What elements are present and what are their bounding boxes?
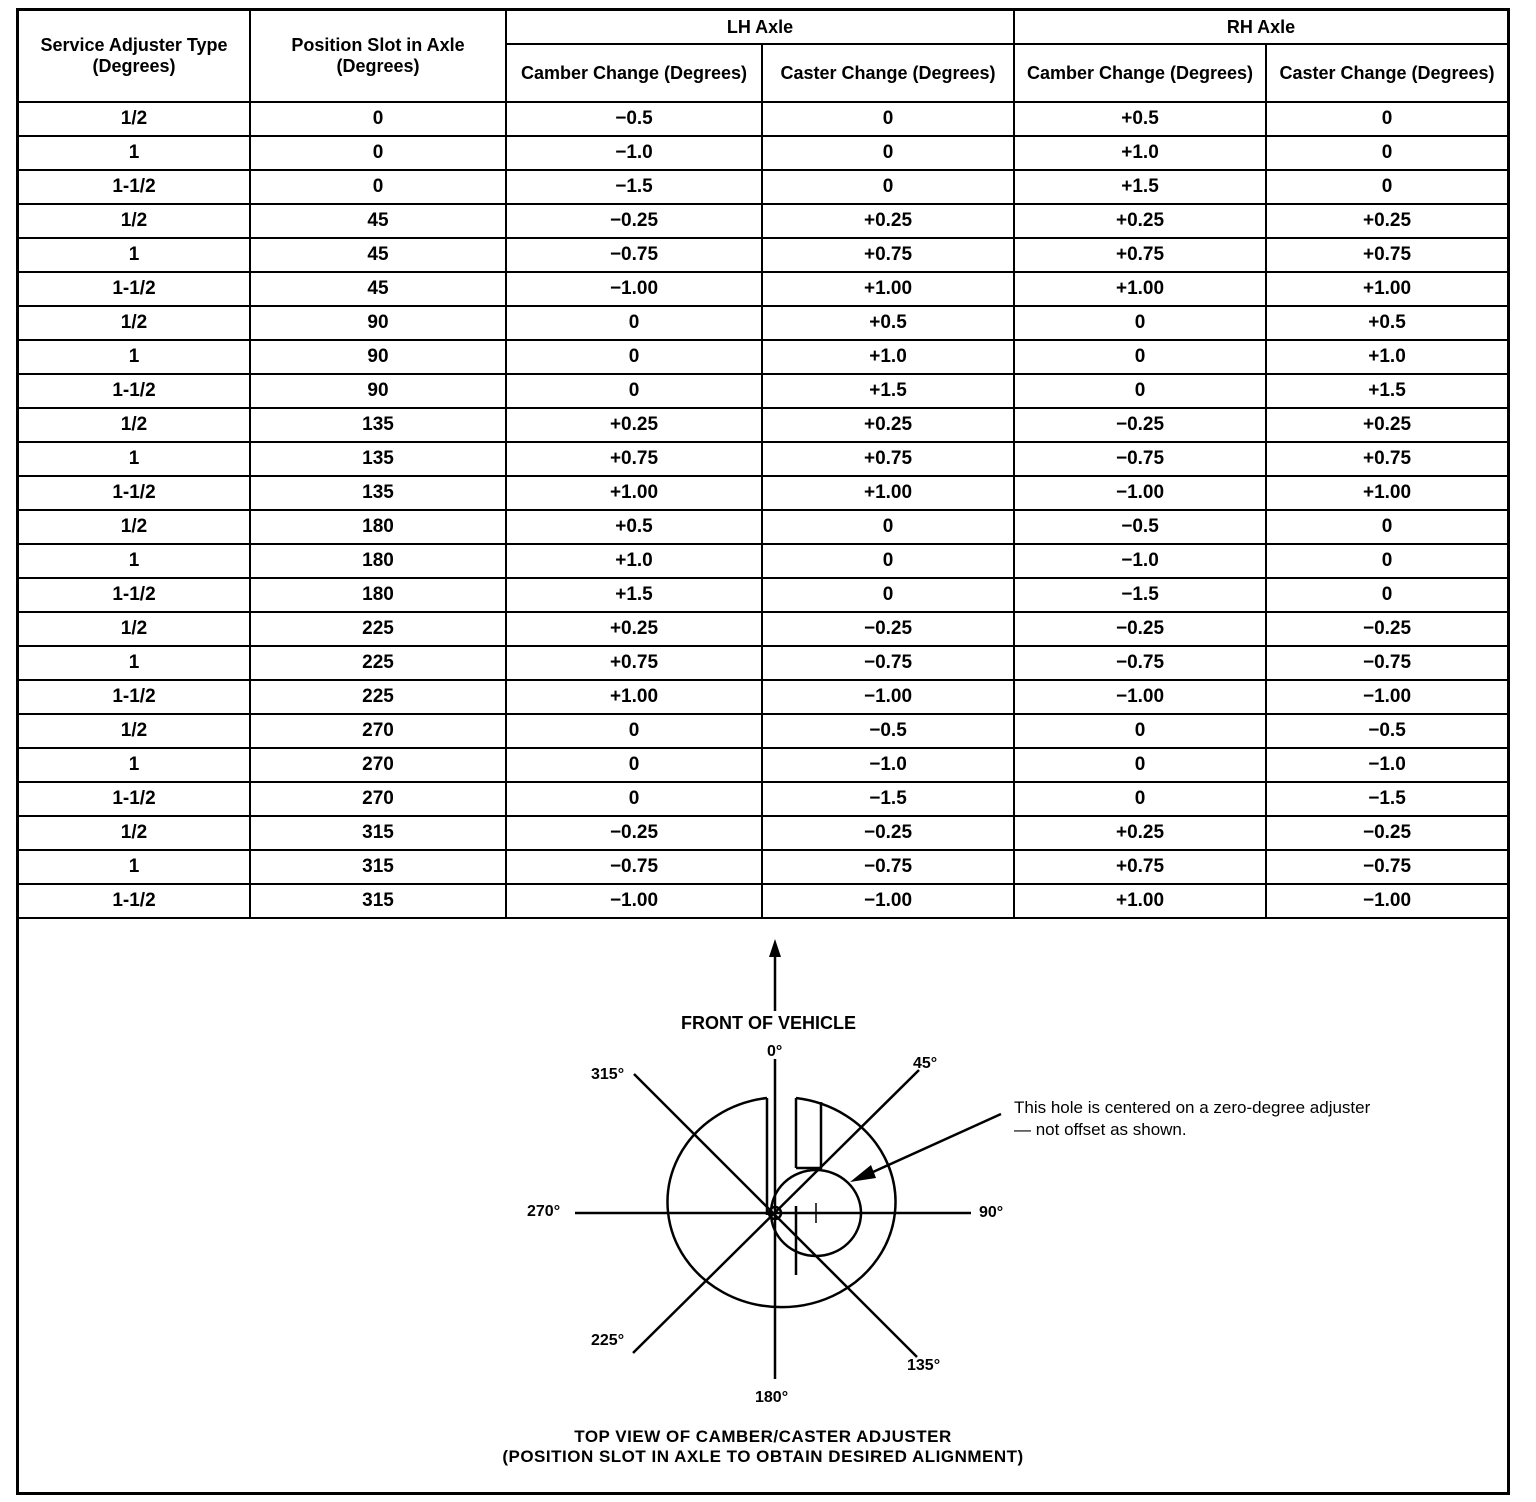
slot-inner-edge (796, 1102, 821, 1168)
cell-lh-caster: +1.00 (762, 272, 1014, 306)
cell-rh-camber: +1.5 (1014, 170, 1266, 204)
cell-lh-caster: −0.5 (762, 714, 1014, 748)
cell-rh-caster: −0.75 (1266, 850, 1507, 884)
cell-adjuster-type: 1/2 (19, 714, 250, 748)
cell-lh-camber: −1.00 (506, 884, 762, 918)
cell-rh-caster: 0 (1266, 170, 1507, 204)
cell-lh-caster: −0.25 (762, 612, 1014, 646)
cell-rh-camber: +0.25 (1014, 204, 1266, 238)
cell-adjuster-type: 1-1/2 (19, 680, 250, 714)
header-rh-caster-change: Caster Change (Degrees) (1266, 44, 1507, 102)
cell-lh-camber: −0.75 (506, 238, 762, 272)
cell-adjuster-type: 1 (19, 748, 250, 782)
cell-rh-camber: −0.75 (1014, 442, 1266, 476)
document (16, 8, 1510, 1495)
cell-rh-caster: +0.75 (1266, 442, 1507, 476)
cell-lh-caster: −0.25 (762, 816, 1014, 850)
cell-rh-caster: +1.5 (1266, 374, 1507, 408)
cell-position-slot: 90 (250, 374, 506, 408)
cell-position-slot: 225 (250, 646, 506, 680)
cell-lh-caster: +1.5 (762, 374, 1014, 408)
cell-adjuster-type: 1-1/2 (19, 578, 250, 612)
cell-rh-camber: +0.25 (1014, 816, 1266, 850)
cell-rh-caster: +1.00 (1266, 272, 1507, 306)
cell-lh-camber: −1.5 (506, 170, 762, 204)
angle-label-45: 45° (913, 1055, 938, 1072)
cell-lh-caster: −0.75 (762, 850, 1014, 884)
cell-adjuster-type: 1 (19, 646, 250, 680)
cell-rh-camber: 0 (1014, 782, 1266, 816)
cell-lh-camber: +0.25 (506, 612, 762, 646)
cell-rh-caster: −0.25 (1266, 816, 1507, 850)
cell-rh-camber: 0 (1014, 340, 1266, 374)
table-row (19, 170, 1507, 204)
cell-adjuster-type: 1-1/2 (19, 476, 250, 510)
header-rh-camber-change: Camber Change (Degrees) (1014, 44, 1266, 102)
cell-position-slot: 0 (250, 102, 506, 136)
table-body (19, 102, 1507, 918)
cell-adjuster-type: 1 (19, 544, 250, 578)
cell-lh-caster: 0 (762, 578, 1014, 612)
cell-position-slot: 270 (250, 782, 506, 816)
cell-adjuster-type: 1 (19, 238, 250, 272)
cell-lh-caster: −1.5 (762, 782, 1014, 816)
cell-position-slot: 270 (250, 714, 506, 748)
cell-lh-caster: +0.5 (762, 306, 1014, 340)
header-lh-camber-change: Camber Change (Degrees) (506, 44, 762, 102)
cell-rh-camber: +1.0 (1014, 136, 1266, 170)
cell-adjuster-type: 1 (19, 340, 250, 374)
cell-lh-camber: −0.25 (506, 204, 762, 238)
cell-lh-caster: 0 (762, 170, 1014, 204)
cell-lh-camber: −0.75 (506, 850, 762, 884)
cell-adjuster-type: 1-1/2 (19, 170, 250, 204)
hole-note-line1: This hole is centered on a zero-degree adjuster (1014, 1098, 1371, 1117)
cell-adjuster-type: 1-1/2 (19, 884, 250, 918)
cell-lh-camber: 0 (506, 340, 762, 374)
cell-rh-camber: +0.75 (1014, 850, 1266, 884)
cell-lh-caster: 0 (762, 102, 1014, 136)
table-row (19, 442, 1507, 476)
cell-lh-camber: +0.75 (506, 646, 762, 680)
cell-rh-camber: +0.5 (1014, 102, 1266, 136)
cell-lh-camber: +1.5 (506, 578, 762, 612)
cell-rh-camber: −0.25 (1014, 408, 1266, 442)
cell-adjuster-type: 1 (19, 850, 250, 884)
cell-position-slot: 90 (250, 306, 506, 340)
table-row (19, 476, 1507, 510)
cell-rh-caster: −1.5 (1266, 782, 1507, 816)
cell-position-slot: 45 (250, 238, 506, 272)
table-row (19, 408, 1507, 442)
caption-line2: (POSITION SLOT IN AXLE TO OBTAIN DESIRED ALIGNMENT) (502, 1447, 1024, 1466)
table-row (19, 884, 1507, 918)
hole-note-line2: — not offset as shown. (1014, 1120, 1187, 1139)
table-row (19, 544, 1507, 578)
table-row (19, 646, 1507, 680)
cell-lh-camber: +0.25 (506, 408, 762, 442)
header-rh-axle: RH Axle (1014, 11, 1507, 44)
cell-position-slot: 0 (250, 136, 506, 170)
cell-adjuster-type: 1/2 (19, 204, 250, 238)
cell-lh-camber: +0.75 (506, 442, 762, 476)
cell-rh-camber: −1.0 (1014, 544, 1266, 578)
cell-position-slot: 180 (250, 544, 506, 578)
front-arrow-head (769, 939, 781, 957)
angle-label-0: 0° (767, 1043, 783, 1060)
cell-position-slot: 180 (250, 578, 506, 612)
cell-adjuster-type: 1-1/2 (19, 272, 250, 306)
cell-adjuster-type: 1 (19, 136, 250, 170)
header-lh-axle: LH Axle (506, 11, 1014, 44)
cell-adjuster-type: 1/2 (19, 510, 250, 544)
cell-lh-caster: −1.0 (762, 748, 1014, 782)
cell-rh-caster: +0.75 (1266, 238, 1507, 272)
angle-label-270: 270° (527, 1203, 561, 1220)
cell-rh-caster: +0.25 (1266, 408, 1507, 442)
cell-rh-caster: +0.5 (1266, 306, 1507, 340)
angle-label-225: 225° (591, 1332, 625, 1349)
cell-rh-caster: −0.5 (1266, 714, 1507, 748)
angle-label-315: 315° (591, 1066, 625, 1083)
cell-lh-camber: 0 (506, 782, 762, 816)
cell-rh-caster: −0.75 (1266, 646, 1507, 680)
cell-lh-caster: +0.25 (762, 204, 1014, 238)
cell-lh-camber: +1.00 (506, 476, 762, 510)
cell-position-slot: 315 (250, 816, 506, 850)
cell-lh-caster: +0.75 (762, 238, 1014, 272)
cell-rh-camber: −0.25 (1014, 612, 1266, 646)
table-row (19, 306, 1507, 340)
cell-rh-camber: −1.5 (1014, 578, 1266, 612)
pointer-arrow-shaft (862, 1114, 1001, 1177)
cell-rh-caster: +0.25 (1266, 204, 1507, 238)
cell-position-slot: 225 (250, 612, 506, 646)
cell-position-slot: 0 (250, 170, 506, 204)
table-row (19, 578, 1507, 612)
angle-label-90: 90° (979, 1204, 1004, 1221)
cell-lh-camber: 0 (506, 714, 762, 748)
cell-position-slot: 45 (250, 204, 506, 238)
table-row (19, 136, 1507, 170)
table-row (19, 510, 1507, 544)
cell-rh-camber: 0 (1014, 748, 1266, 782)
cell-rh-caster: −0.25 (1266, 612, 1507, 646)
cell-lh-camber: 0 (506, 374, 762, 408)
cell-rh-caster: 0 (1266, 578, 1507, 612)
table-row (19, 816, 1507, 850)
cell-position-slot: 135 (250, 442, 506, 476)
adjuster-diagram (19, 919, 1507, 1491)
cell-lh-caster: −1.00 (762, 680, 1014, 714)
cell-rh-caster: 0 (1266, 102, 1507, 136)
header-position-slot: Position Slot in Axle (Degrees) (250, 11, 506, 102)
cell-lh-caster: +0.25 (762, 408, 1014, 442)
cell-lh-camber: −0.25 (506, 816, 762, 850)
cell-rh-camber: +0.75 (1014, 238, 1266, 272)
table-row (19, 204, 1507, 238)
table-row (19, 850, 1507, 884)
pointer-arrow-head (850, 1165, 876, 1182)
cell-lh-caster: 0 (762, 510, 1014, 544)
cell-lh-caster: −1.00 (762, 884, 1014, 918)
cell-adjuster-type: 1/2 (19, 408, 250, 442)
cell-lh-caster: 0 (762, 544, 1014, 578)
cell-rh-camber: 0 (1014, 714, 1266, 748)
cell-rh-caster: −1.00 (1266, 884, 1507, 918)
cell-lh-camber: +1.0 (506, 544, 762, 578)
cell-rh-camber: −0.75 (1014, 646, 1266, 680)
adjuster-outline (668, 1098, 896, 1307)
caption-line1: TOP VIEW OF CAMBER/CASTER ADJUSTER (574, 1427, 952, 1446)
cell-adjuster-type: 1/2 (19, 612, 250, 646)
cell-rh-caster: 0 (1266, 510, 1507, 544)
cell-rh-camber: +1.00 (1014, 884, 1266, 918)
cell-position-slot: 270 (250, 748, 506, 782)
cell-rh-caster: 0 (1266, 544, 1507, 578)
cell-lh-camber: −1.0 (506, 136, 762, 170)
table-row (19, 748, 1507, 782)
angle-label-180: 180° (755, 1389, 789, 1406)
table-row (19, 102, 1507, 136)
table-row (19, 272, 1507, 306)
table-row (19, 612, 1507, 646)
cell-rh-caster: −1.00 (1266, 680, 1507, 714)
cell-lh-caster: +1.0 (762, 340, 1014, 374)
cell-lh-camber: 0 (506, 748, 762, 782)
cell-position-slot: 135 (250, 408, 506, 442)
cell-position-slot: 135 (250, 476, 506, 510)
cell-lh-camber: +1.00 (506, 680, 762, 714)
cell-adjuster-type: 1-1/2 (19, 782, 250, 816)
cell-rh-camber: 0 (1014, 306, 1266, 340)
header-service-adjuster-type: Service Adjuster Type (Degrees) (19, 11, 250, 102)
cell-rh-caster: 0 (1266, 136, 1507, 170)
cell-rh-caster: +1.0 (1266, 340, 1507, 374)
cell-position-slot: 45 (250, 272, 506, 306)
adjuster-table (19, 11, 1507, 919)
header-lh-caster-change: Caster Change (Degrees) (762, 44, 1014, 102)
cell-rh-camber: +1.00 (1014, 272, 1266, 306)
cell-rh-caster: +1.00 (1266, 476, 1507, 510)
cell-lh-caster: −0.75 (762, 646, 1014, 680)
cell-position-slot: 225 (250, 680, 506, 714)
table-row (19, 374, 1507, 408)
cell-lh-camber: +0.5 (506, 510, 762, 544)
cell-adjuster-type: 1/2 (19, 816, 250, 850)
cell-lh-caster: 0 (762, 136, 1014, 170)
cell-lh-camber: −0.5 (506, 102, 762, 136)
cell-lh-caster: +0.75 (762, 442, 1014, 476)
cell-rh-caster: −1.0 (1266, 748, 1507, 782)
cell-adjuster-type: 1 (19, 442, 250, 476)
table-row (19, 680, 1507, 714)
cell-lh-caster: +1.00 (762, 476, 1014, 510)
cell-adjuster-type: 1/2 (19, 306, 250, 340)
cell-rh-camber: −1.00 (1014, 476, 1266, 510)
cell-rh-camber: −1.00 (1014, 680, 1266, 714)
cell-rh-camber: −0.5 (1014, 510, 1266, 544)
cell-position-slot: 315 (250, 850, 506, 884)
cell-rh-camber: 0 (1014, 374, 1266, 408)
cell-adjuster-type: 1-1/2 (19, 374, 250, 408)
cell-lh-camber: −1.00 (506, 272, 762, 306)
cell-position-slot: 315 (250, 884, 506, 918)
table-row (19, 782, 1507, 816)
table-row (19, 238, 1507, 272)
table-row (19, 340, 1507, 374)
cell-position-slot: 90 (250, 340, 506, 374)
table-row (19, 714, 1507, 748)
cell-adjuster-type: 1/2 (19, 102, 250, 136)
cell-lh-camber: 0 (506, 306, 762, 340)
angle-label-135: 135° (907, 1357, 941, 1374)
front-of-vehicle-label: FRONT OF VEHICLE (681, 1013, 856, 1033)
cell-position-slot: 180 (250, 510, 506, 544)
